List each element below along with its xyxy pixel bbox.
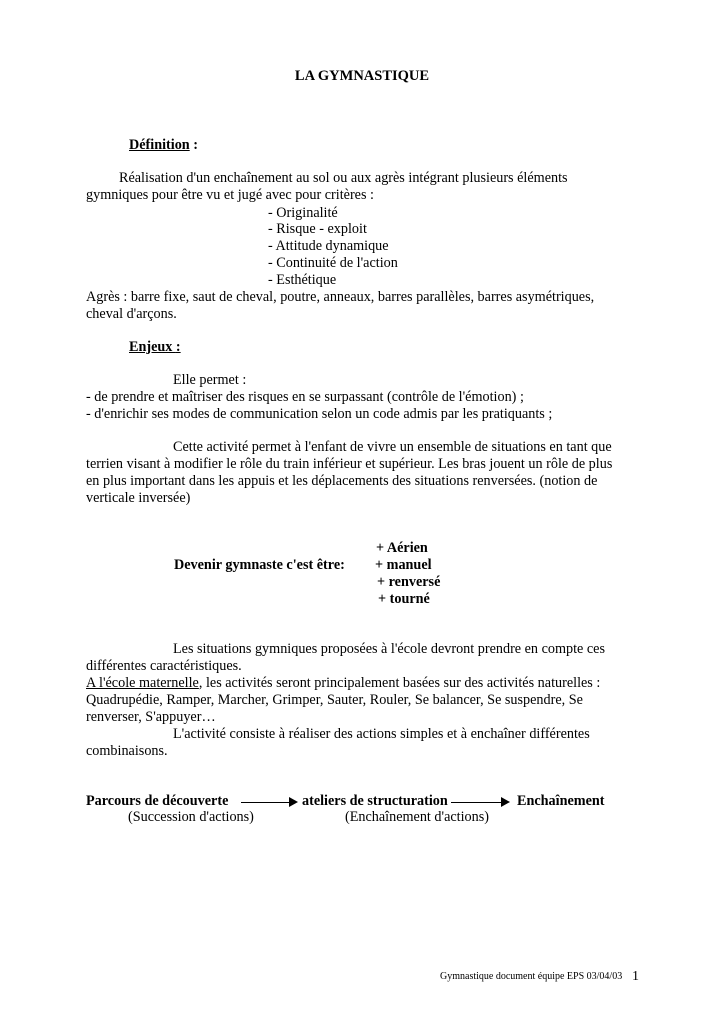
situations-line: Les situations gymniques proposées à l'école devront prendre en compte ces [173, 641, 605, 657]
agres-line-1: Agrès : barre fixe, saut de cheval, poutre, anneaux, barres parallèles, barres asymétriques, [86, 289, 595, 305]
enjeux-item: - d'enrichir ses modes de communication selon un code admis par les pratiquants ; [86, 406, 553, 422]
gymnaste-item: + renversé [377, 574, 441, 590]
gymnaste-item: + tourné [378, 591, 430, 607]
situations-maternelle-row [86, 675, 600, 692]
right-arrow-icon [451, 797, 510, 807]
enjeux-heading-row [129, 339, 181, 356]
definition-heading: Définition [129, 137, 190, 153]
definition-heading-row [129, 137, 198, 154]
situations-line: combinaisons. [86, 743, 168, 759]
enjeux-paragraph-line: terrien visant à modifier le rôle du train inférieur et supérieur. Les bras jouent un rôle de plus [86, 456, 613, 472]
enjeux-intro: Elle permet : [173, 372, 247, 388]
agres-line-2: cheval d'arçons. [86, 306, 177, 322]
situations-line: renverser, S'appuyer… [86, 709, 216, 725]
criteria-item: - Esthétique [268, 272, 337, 288]
definition-heading-colon: : [189, 137, 198, 153]
flow-step-ateliers: ateliers de structuration [302, 793, 448, 809]
enjeux-heading-colon: : [175, 339, 181, 355]
flow-sub-1: (Succession d'actions) [128, 809, 254, 825]
enjeux-paragraph-line: en plus important dans les appuis et les déplacements des situations renversées. (notion de [86, 473, 598, 489]
right-arrow-icon [241, 797, 298, 807]
definition-text-line-1: Réalisation d'un enchaînement au sol ou aux agrès intégrant plusieurs éléments [119, 170, 568, 186]
enjeux-paragraph-line: Cette activité permet à l'enfant de vivre un ensemble de situations en tant que [173, 439, 612, 455]
criteria-item: - Continuité de l'action [268, 255, 398, 271]
criteria-item: - Risque - exploit [268, 221, 367, 237]
page-title: LA GYMNASTIQUE [294, 68, 430, 84]
flow-step-enchainement: Enchaînement [517, 793, 605, 809]
enjeux-paragraph-line: verticale inversée) [86, 490, 191, 506]
flow-step-parcours: Parcours de découverte [86, 793, 229, 809]
criteria-item: - Originalité [268, 205, 338, 221]
situations-line: L'activité consiste à réaliser des actions simples et à enchaîner différentes [173, 726, 590, 742]
situations-line: différentes caractéristiques. [86, 658, 242, 674]
enjeux-heading: Enjeux [129, 339, 176, 355]
flow-sub-2: (Enchaînement d'actions) [345, 809, 489, 825]
gymnaste-label: Devenir gymnaste c'est être: [174, 557, 345, 573]
situations-line: Quadrupédie, Ramper, Marcher, Grimper, Sauter, Rouler, Se balancer, Se suspendre, Se [86, 692, 583, 708]
criteria-item: - Attitude dynamique [268, 238, 389, 254]
gymnaste-item: + manuel [375, 557, 432, 573]
page-number: 1 [632, 969, 639, 984]
gymnaste-item: + Aérien [376, 540, 428, 556]
definition-text-line-2: gymniques pour être vu et jugé avec pour critères : [86, 187, 374, 203]
maternelle-text: , les activités seront principalement basées sur des activités naturelles : [198, 675, 601, 691]
page-footer: Gymnastique document équipe EPS 03/04/03 [440, 971, 623, 982]
enjeux-item: - de prendre et maîtriser des risques en se surpassant (contrôle de l'émotion) ; [86, 389, 524, 405]
maternelle-label: A l'école maternelle [86, 675, 199, 691]
